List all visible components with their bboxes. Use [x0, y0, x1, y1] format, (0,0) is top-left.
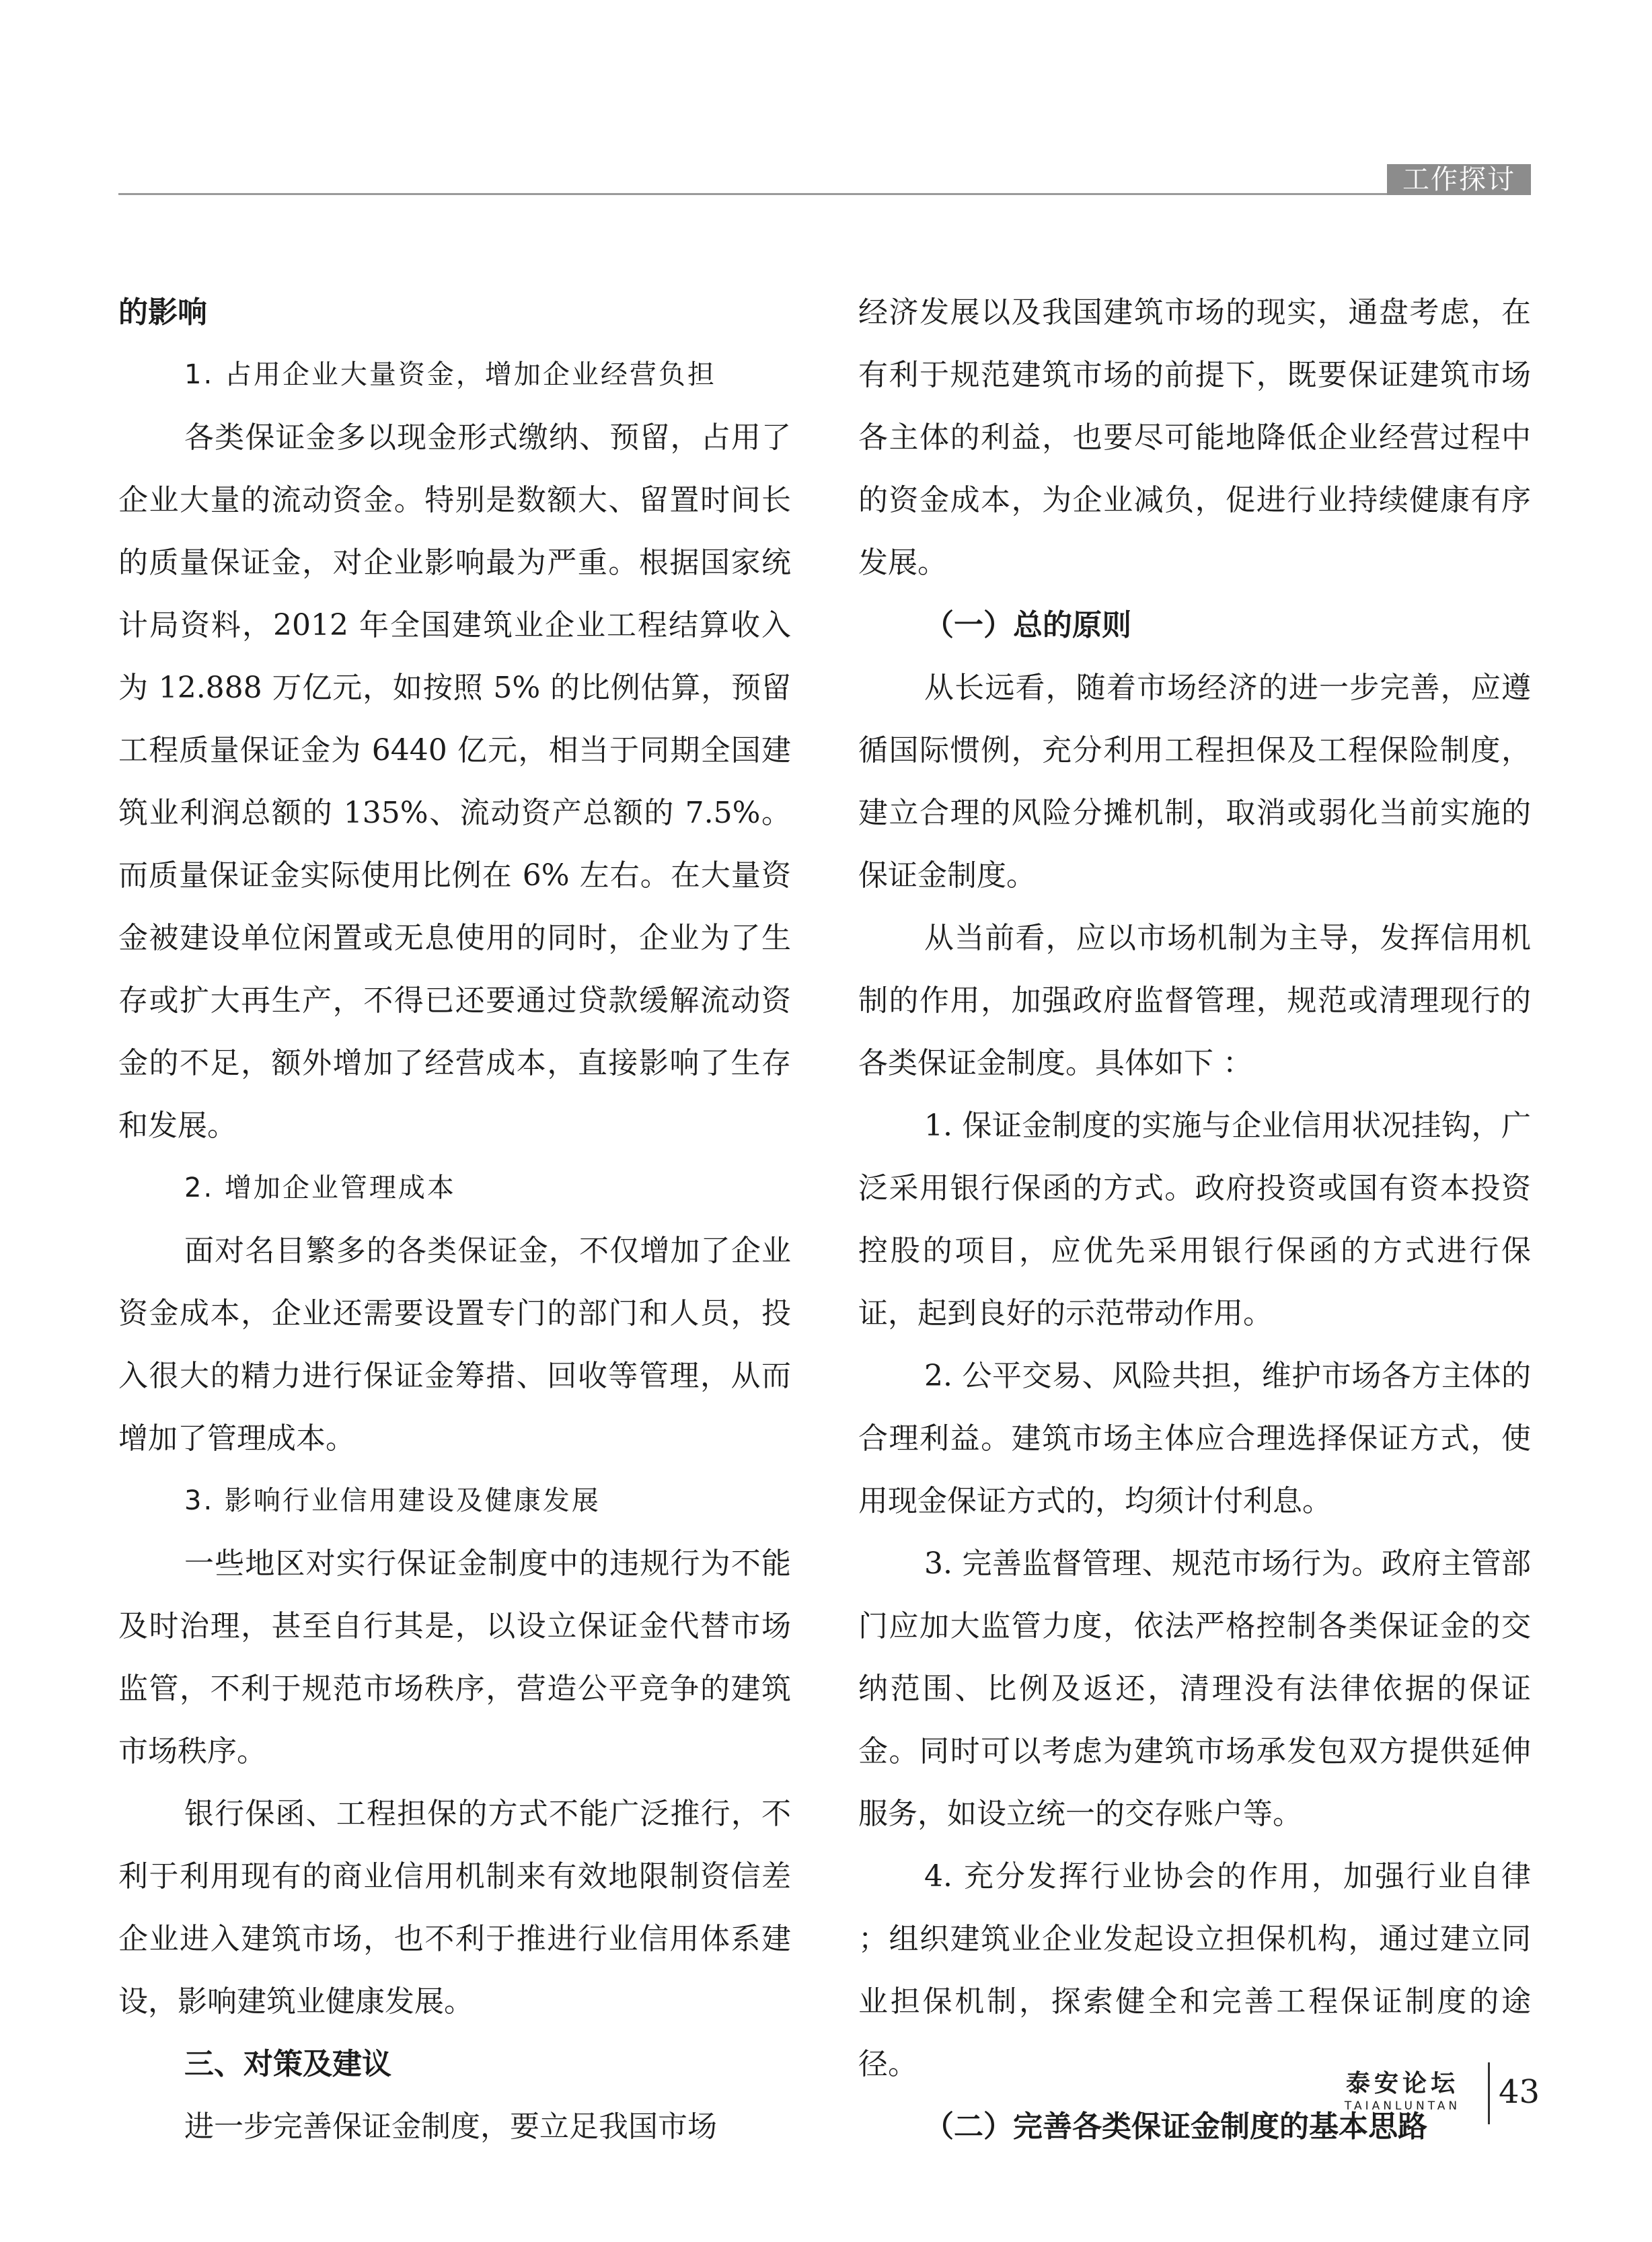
subheading-approach: （二）完善各类保证金制度的基本思路: [924, 2109, 1427, 2144]
paragraph: 2. 公平交易、风险共担，维护市场各方主体的合理利益。建筑市场主体应合理选择保证方式，使用现金保证方式的，均须计付利息。: [858, 1359, 1531, 1518]
section-label: 工作探讨: [1387, 164, 1531, 195]
section-heading: 三、对策及建议: [184, 2047, 391, 2081]
header-rule: [118, 193, 1531, 195]
paragraph: 各类保证金多以现金形式缴纳、预留，占用了企业大量的流动资金。特别是数额大、留置时间长的质量保证金，对企业影响最为严重。根据国家统计局资料，2012 年全国建筑业企业工程结算收入为 12.888 万亿元，如按照 5% 的比例估算，预留工程质量保证金为 6440 亿元，相当于同期全国建筑业利润总额的 135%、流动资产总额的 7.5%。而质量保证金实际使用比例在 6% 左右。在大量资金被建设单位闲置或无息使用的同时，企业为了生存或扩大再生产，不得已还要通过贷款缓解流动资金的不足，额外增加了经营成本，直接影响了生存和发展。: [118, 420, 791, 1143]
subheading-1: 1. 占用企业大量资金，增加企业经营负担: [184, 359, 716, 390]
page-number: 43: [1499, 2073, 1540, 2111]
footer-divider: [1488, 2062, 1490, 2124]
paragraph-continuation: 经济发展以及我国建筑市场的现实，通盘考虑，在有利于规范建筑市场的前提下，既要保证建筑市场各主体的利益，也要尽可能地降低企业经营过程中的资金成本，为企业减负，促进行业持续健康有序发展。: [858, 295, 1531, 580]
paragraph: 从长远看，随着市场经济的进一步完善，应遵循国际惯例，充分利用工程担保及工程保险制度，建立合理的风险分摊机制，取消或弱化当前实施的保证金制度。: [858, 671, 1531, 893]
subheading-principles: （一）总的原则: [924, 608, 1131, 642]
right-column: [858, 281, 1531, 2158]
left-column: [118, 281, 791, 2158]
paragraph: 1. 保证金制度的实施与企业信用状况挂钩，广泛采用银行保函的方式。政府投资或国有资本投资控股的项目，应优先采用银行保函的方式进行保证，起到良好的示范带动作用。: [858, 1109, 1531, 1331]
paragraph: 面对名目繁多的各类保证金，不仅增加了企业资金成本，企业还需要设置专门的部门和人员，投入很大的精力进行保证金筹措、回收等管理，从而增加了管理成本。: [118, 1234, 791, 1456]
paragraph: 进一步完善保证金制度，要立足我国市场: [184, 2109, 717, 2144]
journal-name-pinyin: TAIANLUNTAN: [1344, 2099, 1461, 2113]
subheading-3: 3. 影响行业信用建设及健康发展: [184, 1485, 601, 1516]
paragraph: 一些地区对实行保证金制度中的违规行为不能及时治理，甚至自行其是，以设立保证金代替市场监管，不利于规范市场秩序，营造公平竞争的建筑市场秩序。: [118, 1546, 791, 1768]
journal-brand: [1328, 2069, 1476, 2114]
paragraph: 4. 充分发挥行业协会的作用，加强行业自律 ；组织建筑业企业发起设立担保机构，通过建立同业担保机制，探索健全和完善工程保证制度的途径。: [858, 1859, 1531, 2081]
paragraph-continuation: 的影响: [118, 295, 207, 330]
subheading-2: 2. 增加企业管理成本: [184, 1172, 456, 1203]
paragraph: 3. 完善监督管理、规范市场行为。政府主管部门应加大监管力度，依法严格控制各类保证金的交纳范围、比例及返还，清理没有法律依据的保证金。同时可以考虑为建筑市场承发包双方提供延伸服务，如设立统一的交存账户等。: [858, 1546, 1531, 1831]
paragraph: 银行保函、工程担保的方式不能广泛推行，不利于利用现有的商业信用机制来有效地限制资信差企业进入建筑市场，也不利于推进行业信用体系建设，影响建筑业健康发展。: [118, 1797, 791, 2019]
journal-name: 泰安论坛: [1345, 2070, 1459, 2097]
paragraph: 从当前看，应以市场机制为主导，发挥信用机制的作用，加强政府监督管理，规范或清理现行的各类保证金制度。具体如下 ：: [858, 921, 1531, 1080]
